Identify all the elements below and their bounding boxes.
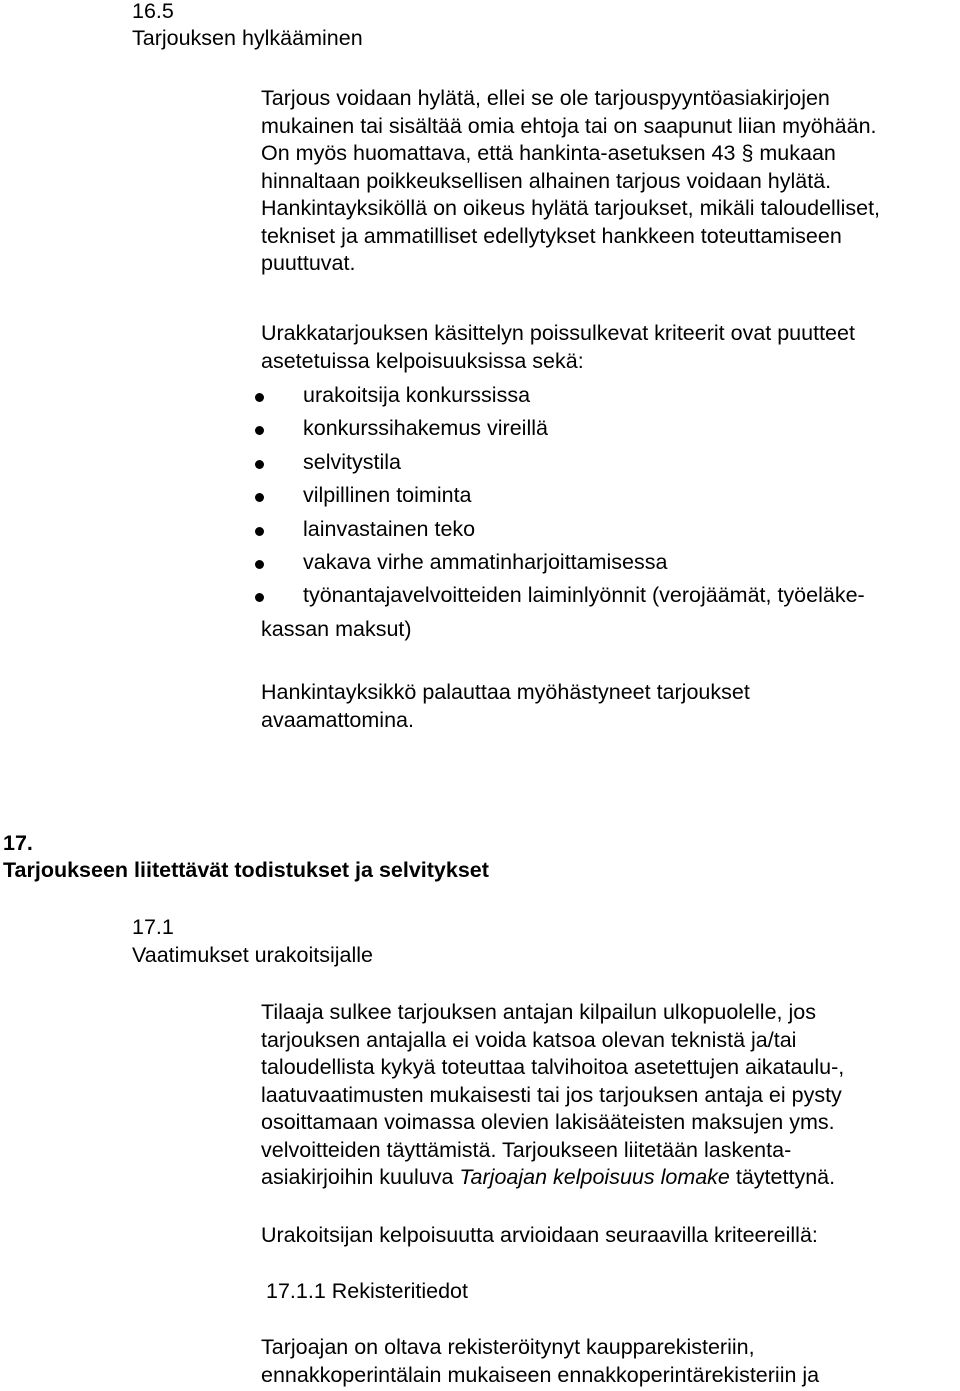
- text-line: Hankintayksiköllä on oikeus hylätä tarjoukset, mikäli taloudelliset,: [261, 196, 881, 220]
- text-line: [261, 1164, 960, 1192]
- text-line: On myös huomattava, että hankinta-asetuksen 43 § mukaan: [261, 141, 836, 165]
- text-line: mukainen tai sisältää omia ehtoja tai on saapunut liian myöhään.: [261, 113, 877, 138]
- text-line: taloudellista kykyä toteuttaa talvihoitoa asetettujen aikataulu-,: [261, 1055, 845, 1079]
- list-item-text: työnantajavelvoitteiden laiminlyönnit (verojäämät, työeläke-: [303, 583, 865, 608]
- bullet-dot-icon: [255, 460, 264, 469]
- list-item-continuation: kassan maksut): [261, 617, 412, 641]
- paragraph-registers: [261, 1334, 960, 1389]
- bullet-dot-icon: [255, 527, 264, 536]
- chapter-number: 17.: [3, 831, 33, 855]
- text-line: avaamattomina.: [261, 707, 414, 732]
- paragraph-criteria-intro: Urakoitsijan kelpoisuutta arvioidaan seuraavilla kriteereillä:: [261, 1223, 818, 1247]
- list-item-text: urakoitsija konkurssissa: [303, 383, 531, 407]
- text-line: hinnaltaan poikkeuksellisen alhainen tarjous voidaan hylätä.: [261, 168, 832, 193]
- bullet-dot-icon: [255, 493, 264, 502]
- bullet-dot-icon: [255, 393, 264, 402]
- bullet-dot-icon: [255, 560, 264, 569]
- text-fragment: täytettynä.: [729, 1165, 836, 1189]
- section-number: 16.5: [132, 0, 174, 23]
- text-line: tarjouksen antajalla ei voida katsoa olevan teknistä ja/tai: [261, 1027, 797, 1052]
- chapter-title: Tarjoukseen liitettävät todistukset ja selvitykset: [3, 858, 489, 882]
- paragraph-contractor-requirements: [261, 999, 960, 1192]
- list-item-text: selvitystila: [303, 449, 401, 474]
- list-item-text: vilpillinen toiminta: [303, 483, 472, 508]
- text-line: Tarjous voidaan hylätä, ellei se ole tarjouspyyntöasiakirjojen: [261, 86, 830, 110]
- bullet-dot-icon: [255, 593, 264, 602]
- text-line: osoittamaan voimassa olevien lakisääteisten maksujen yms.: [261, 1110, 835, 1134]
- list-item-text: konkurssihakemus vireillä: [303, 416, 548, 441]
- paragraph-rejection: [261, 85, 960, 278]
- text-line: ennakkoperintälain mukaiseen ennakkoperintärekisteriin ja: [261, 1362, 820, 1387]
- form-name-italic: Tarjoajan kelpoisuus lomake: [459, 1165, 730, 1189]
- bullet-dot-icon: [255, 426, 264, 435]
- text-line: laatuvaatimusten mukaisesti tai jos tarjouksen antaja ei pysty: [261, 1082, 842, 1107]
- text-line: velvoitteiden täyttämistä. Tarjoukseen liitetään laskenta-: [261, 1137, 792, 1162]
- list-item-text: lainvastainen teko: [303, 516, 476, 541]
- text-fragment: asiakirjoihin kuuluva: [261, 1165, 460, 1189]
- text-line: Tarjoajan on oltava rekisteröitynyt kaupparekisteriin,: [261, 1335, 755, 1359]
- text-line: asetetuissa kelpoisuuksissa sekä:: [261, 348, 584, 373]
- text-line: Tilaaja sulkee tarjouksen antajan kilpailun ulkopuolelle, jos: [261, 1000, 816, 1024]
- text-line: Urakkatarjouksen käsittelyn poissulkevat kriteerit ovat puutteet: [261, 321, 855, 345]
- text-line: tekniset ja ammatilliset edellytykset hankkeen toteuttamiseen: [261, 223, 842, 248]
- paragraph-late-offers: [261, 679, 960, 734]
- section-number: 17.1: [132, 915, 174, 939]
- section-title: Tarjouksen hylkääminen: [132, 26, 363, 50]
- list-item-text: vakava virhe ammatinharjoittamisessa: [303, 549, 668, 574]
- paragraph-exclusion-criteria: [261, 320, 960, 375]
- text-line: Hankintayksikkö palauttaa myöhästyneet tarjoukset: [261, 680, 750, 704]
- subsection-heading: 17.1.1 Rekisteritiedot: [266, 1279, 468, 1303]
- section-title: Vaatimukset urakoitsijalle: [132, 943, 373, 967]
- text-line: puuttuvat.: [261, 251, 356, 275]
